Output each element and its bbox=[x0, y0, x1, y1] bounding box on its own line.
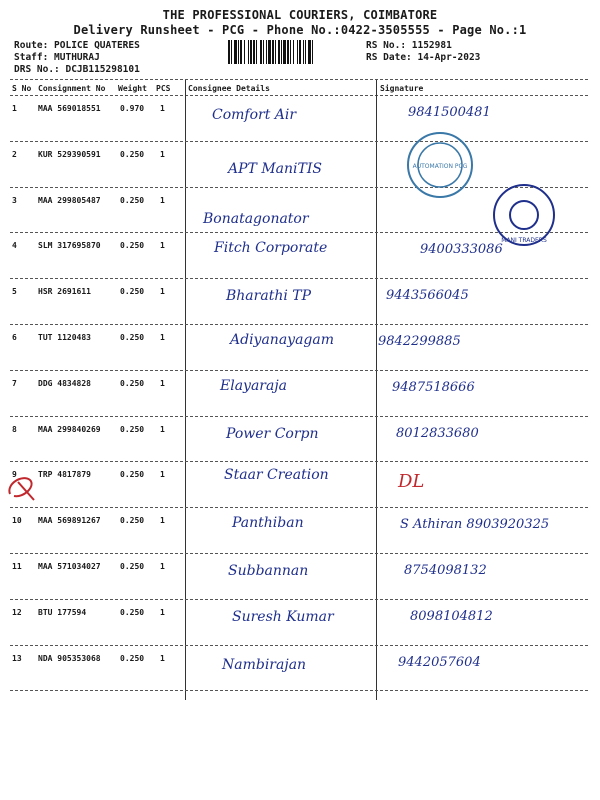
row-sno: 4 bbox=[12, 241, 17, 251]
stamp2-text: MANI TRADERS bbox=[501, 237, 547, 244]
row-sno: 8 bbox=[12, 424, 17, 434]
row-consignee: APT ManiTIS bbox=[228, 160, 322, 177]
row-consignment-no: TUT 1120483 bbox=[38, 333, 91, 342]
barcode-bar bbox=[260, 40, 262, 64]
barcode-bar bbox=[240, 40, 242, 64]
row-pcs: 1 bbox=[160, 149, 165, 159]
barcode-bar bbox=[278, 40, 280, 64]
row-sno: 10 bbox=[12, 516, 22, 526]
row-divider bbox=[10, 141, 588, 142]
round-stamp-icon bbox=[405, 130, 475, 200]
row-sno: 2 bbox=[12, 149, 17, 159]
row-consignee: Nambirajan bbox=[222, 656, 307, 673]
row-pcs: 1 bbox=[160, 195, 165, 205]
row-signature: 9442057604 bbox=[398, 654, 481, 670]
row-sno: 13 bbox=[12, 653, 22, 663]
row-consignment-no: MAA 571034027 bbox=[38, 562, 101, 571]
row-pcs: 1 bbox=[160, 470, 165, 480]
row-pcs: 1 bbox=[160, 424, 165, 434]
row-weight: 0.250 bbox=[120, 333, 145, 342]
row-consignee: Fitch Corporate bbox=[214, 240, 328, 257]
barcode-bar bbox=[244, 40, 245, 64]
barcode-bar bbox=[266, 40, 267, 64]
row-weight: 0.250 bbox=[120, 424, 145, 434]
col-sno: S No bbox=[12, 84, 32, 93]
stamp1-text: AUTOMATION PCG bbox=[412, 163, 468, 170]
row-divider bbox=[10, 690, 588, 691]
barcode-bar bbox=[275, 40, 276, 64]
row-sno: 9 bbox=[12, 470, 17, 480]
barcode-bar bbox=[253, 40, 255, 64]
row-divider bbox=[10, 645, 588, 646]
row-consignee: Power Corpn bbox=[226, 425, 319, 442]
row-divider bbox=[10, 553, 588, 554]
row-sno: 6 bbox=[12, 333, 17, 342]
row-sno: 11 bbox=[12, 562, 22, 571]
row-consignment-no: BTU 177594 bbox=[38, 607, 87, 617]
barcode-bar bbox=[250, 40, 252, 64]
row-weight: 0.250 bbox=[120, 516, 145, 526]
rs-number: RS No.: 1152981 bbox=[366, 40, 452, 51]
header-divider-top bbox=[10, 79, 588, 80]
row-divider bbox=[10, 324, 588, 325]
barcode-bar bbox=[312, 40, 313, 64]
route-label: Route: POLICE QUATERES bbox=[14, 40, 140, 51]
row-signature: 8098104812 bbox=[410, 608, 493, 624]
row-signature: S Athiran 8903920325 bbox=[400, 517, 550, 533]
barcode-bar bbox=[234, 40, 237, 64]
header-divider-bottom bbox=[10, 95, 588, 96]
barcode-bar bbox=[272, 40, 274, 64]
row-weight: 0.250 bbox=[120, 378, 145, 388]
row-sno: 7 bbox=[12, 378, 17, 388]
rs-date: RS Date: 14-Apr-2023 bbox=[366, 52, 481, 63]
row-divider bbox=[10, 416, 588, 417]
row-signature: 9841500481 bbox=[408, 105, 491, 120]
barcode-bar bbox=[263, 40, 264, 64]
row-signature: DL bbox=[398, 471, 425, 493]
row-signature: 9443566045 bbox=[386, 288, 469, 304]
barcode-bar bbox=[238, 40, 239, 64]
col-pcs: PCS bbox=[156, 84, 171, 93]
company-title: THE PROFESSIONAL COURIERS, COIMBATORE bbox=[162, 8, 438, 22]
col-signature: Signature bbox=[380, 84, 424, 93]
row-divider bbox=[10, 599, 588, 600]
barcode-bar bbox=[299, 40, 301, 64]
barcode-bar bbox=[268, 40, 271, 64]
red-check-mark-icon bbox=[4, 472, 44, 504]
signature-column-line bbox=[376, 80, 377, 700]
row-consignment-no: NDA 905353068 bbox=[38, 653, 101, 663]
barcode-bar bbox=[287, 40, 289, 64]
drs-label: DRS No.: DCJB115298101 bbox=[14, 64, 140, 75]
staff-label: Staff: MUTHURAJ bbox=[14, 52, 100, 63]
row-sno: 12 bbox=[12, 607, 22, 617]
barcode-bar bbox=[256, 40, 257, 64]
row-consignee: Bharathi TP bbox=[226, 288, 312, 305]
col-consignment: Consignment No bbox=[38, 84, 106, 93]
row-consignment-no: MAA 299805487 bbox=[38, 195, 101, 205]
row-pcs: 1 bbox=[160, 562, 165, 571]
row-weight: 0.250 bbox=[120, 653, 145, 663]
row-pcs: 1 bbox=[160, 378, 165, 388]
barcode bbox=[228, 40, 358, 64]
barcode-bar bbox=[308, 40, 311, 64]
row-weight: 0.970 bbox=[120, 104, 145, 113]
row-signature: 8754098132 bbox=[404, 563, 487, 578]
barcode-bar bbox=[290, 40, 291, 64]
row-weight: 0.250 bbox=[120, 287, 145, 297]
row-signature: 9400333086 bbox=[420, 242, 503, 258]
row-pcs: 1 bbox=[160, 287, 165, 297]
row-consignee: Panthiban bbox=[232, 515, 304, 532]
row-pcs: 1 bbox=[160, 516, 165, 526]
row-consignment-no: SLM 317695870 bbox=[38, 241, 101, 251]
barcode-bar bbox=[228, 40, 230, 64]
row-divider bbox=[10, 507, 588, 508]
row-consignment-no: KUR 529390591 bbox=[38, 149, 101, 159]
row-sno: 5 bbox=[12, 287, 17, 297]
row-weight: 0.250 bbox=[120, 149, 145, 159]
row-consignment-no: HSR 2691611 bbox=[38, 287, 91, 297]
row-signature: 8012833680 bbox=[396, 425, 479, 441]
row-weight: 0.250 bbox=[120, 241, 145, 251]
row-weight: 0.250 bbox=[120, 470, 145, 480]
row-weight: 0.250 bbox=[120, 195, 145, 205]
row-consignee: Comfort Air bbox=[212, 107, 297, 123]
barcode-bar bbox=[283, 40, 286, 64]
row-divider bbox=[10, 370, 588, 371]
row-consignment-no: MAA 299840269 bbox=[38, 424, 101, 434]
col-weight: Weight bbox=[118, 84, 147, 93]
row-pcs: 1 bbox=[160, 104, 165, 113]
row-pcs: 1 bbox=[160, 333, 165, 342]
row-pcs: 1 bbox=[160, 653, 165, 663]
row-consignee: Suresh Kumar bbox=[232, 608, 334, 625]
barcode-bar bbox=[293, 40, 294, 64]
row-consignee: Elayaraja bbox=[220, 377, 288, 394]
row-pcs: 1 bbox=[160, 241, 165, 251]
row-pcs: 1 bbox=[160, 607, 165, 617]
row-weight: 0.250 bbox=[120, 562, 145, 571]
row-consignment-no: DDG 4834828 bbox=[38, 378, 91, 388]
barcode-bar bbox=[231, 40, 232, 64]
row-consignee: Bonatagonator bbox=[203, 210, 309, 227]
row-consignee: Adiyanayagam bbox=[230, 332, 335, 348]
row-consignment-no: TRP 4817879 bbox=[38, 470, 91, 480]
row-signature: 9842299885 bbox=[378, 334, 461, 349]
barcode-bar bbox=[281, 40, 282, 64]
col-consignee: Consignee Details bbox=[188, 84, 270, 93]
row-weight: 0.250 bbox=[120, 607, 145, 617]
consignee-column-line bbox=[185, 80, 186, 700]
row-sno: 1 bbox=[12, 104, 17, 113]
barcode-bar bbox=[297, 40, 298, 64]
row-consignee: Staar Creation bbox=[224, 467, 329, 484]
row-consignment-no: MAA 569891267 bbox=[38, 516, 101, 526]
row-consignment-no: MAA 569018551 bbox=[38, 104, 101, 113]
row-divider bbox=[10, 278, 588, 279]
row-consignee: Subbannan bbox=[228, 563, 309, 579]
traders-stamp-icon bbox=[485, 180, 563, 250]
barcode-bar bbox=[303, 40, 304, 64]
barcode-bar bbox=[248, 40, 249, 64]
runsheet-subtitle: Delivery Runsheet - PCG - Phone No.:0422-3505555 - Page No.:1 bbox=[73, 23, 527, 37]
barcode-bar bbox=[305, 40, 306, 64]
row-sno: 3 bbox=[12, 195, 17, 205]
row-divider bbox=[10, 461, 588, 462]
row-signature: 9487518666 bbox=[392, 379, 475, 395]
